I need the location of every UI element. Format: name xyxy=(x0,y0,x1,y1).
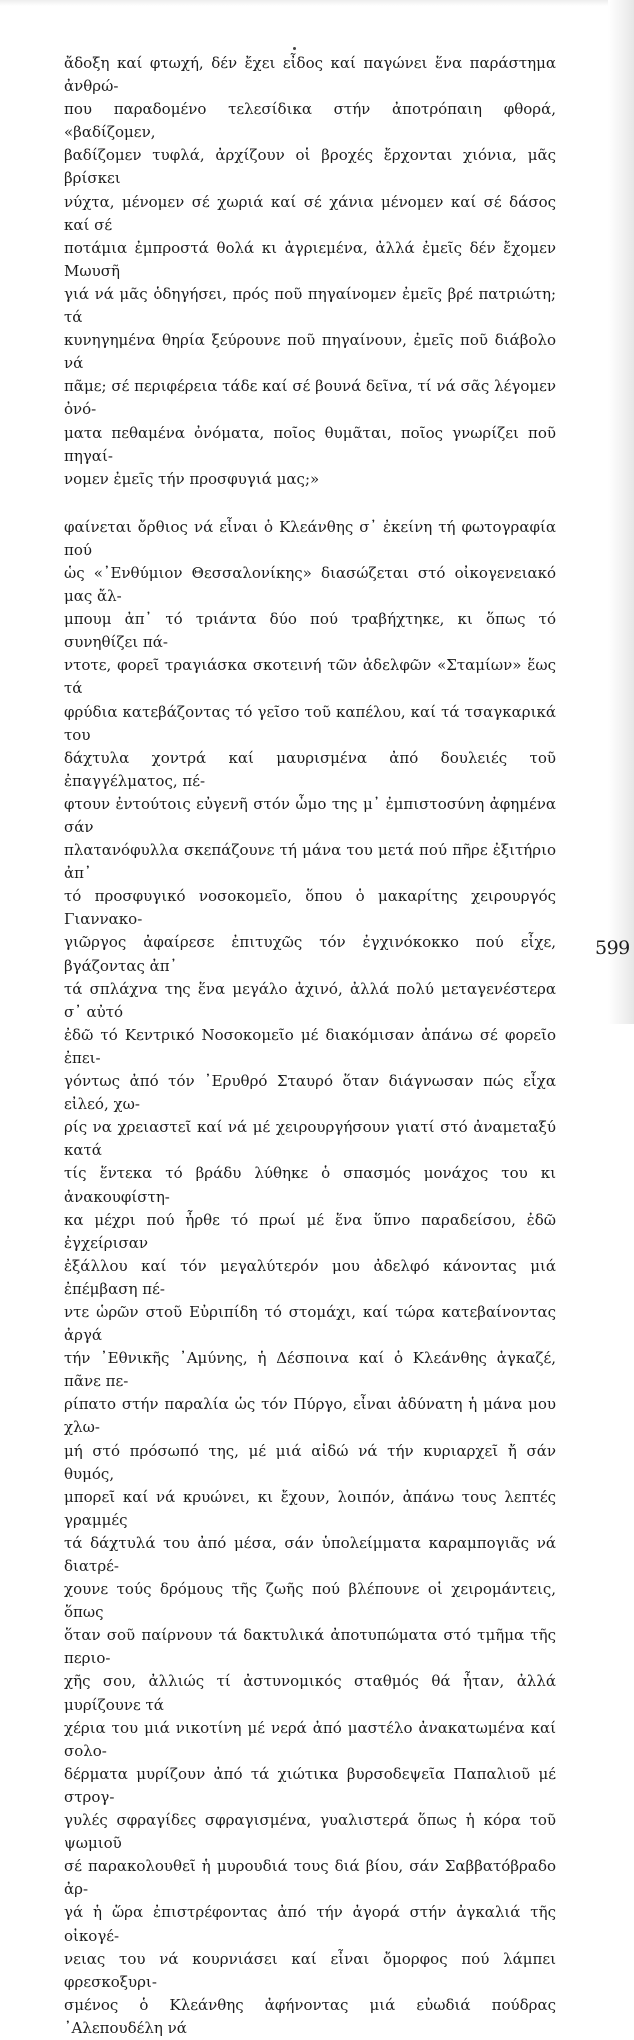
page-body xyxy=(64,52,556,2040)
page-number: 599 xyxy=(595,937,630,959)
scan-edge-top xyxy=(0,0,634,6)
paragraph-quote: ἄδοξη καί φτωχή, δέν ἔχει εἶδος καί παγώνει ἕνα παράστημα ἀνθρώ- που παραδομένο τελεσίδικα στήν ἀποτρόπαιη φθορά, «βαδίζομεν, βαδίζομεν τυφλά, ἀρχίζουν οἱ βροχές ἔρχονται χιόνια, μᾶς βρίσκει νύχτα, μένομεν σέ χωριά καί σέ χάνια μένομεν καί σέ δάσος καί σέ ποτάμια ἐμπροστά θολά κι ἀγριεμένα, ἀλλά ἐμεῖς δέν ἔχομεν Μωυσῆ γιά νά μᾶς ὁδηγήσει, πρός ποῦ πηγαίνομεν ἐμεῖς βρέ πατριώτη; τά κυνηγημένα θηρία ξεύρουνε ποῦ πηγαίνουν, ἐμεῖς ποῦ διάβολο νά πᾶμε; σέ περιφέρεια τάδε καί σέ βουνά δεῖνα, τί νά σᾶς λέγομεν ὀνό- ματα πεθαμένα ὀνόματα, ποῖος θυμᾶται, ποῖος γνωρίζει ποῦ πηγαί- νομεν ἐμεῖς τήν προσφυγιά μας;» xyxy=(64,54,556,488)
paragraph-main: φαίνεται ὄρθιος νά εἶναι ὁ Κλεάνθης σ᾿ ἐκείνη τή φωτογραφία πού ὡς «᾿Ενθύμιον Θεσσαλονίκης» διασώζεται στό οἰκογενειακό μας ἄλ- μπουμ ἀπ᾿ τό τριάντα δύο πού τραβήχτηκε, κι ὅπως τό συνηθίζει πά- ντοτε, φορεῖ τραγιάσκα σκοτεινή τῶν ἀδελφῶν «Σταμίων» ἕως τά φρύδια κατεβάζοντας τό γεῖσο τοῦ καπέλου, καί τά τσαγκαρικά του δάχτυλα χοντρά καί μαυρισμένα ἀπό δουλειές τοῦ ἐπαγγέλματος, πέ- φτουν ἐντούτοις εὐγενῆ στόν ὦμο της μ᾿ ἐμπιστοσύνη ἀφημένα σάν πλατανόφυλλα σκεπάζουνε τή μάνα του μετά πού πῆρε ἐξιτήριο ἀπ᾿ τό προσφυγικό νοσοκομεῖο, ὅπου ὁ μακαρίτης χειρουργός Γιαννακο- γιῶργος ἀφαίρεσε ἐπιτυχῶς τόν ἐγχινόκοκκο πού εἶχε, βγάζοντας ἀπ᾿ τά σπλάχνα της ἕνα μεγάλο ἀχινό, ἀλλά πολύ μεταγενέστερα σ᾿ αὐτό ἐδῶ τό Κεντρικό Νοσοκομεῖο μέ διακόμισαν ἀπάνω σέ φορεῖο ἐπει- γόντως ἀπό τόν ᾿Ερυθρό Σταυρό ὅταν διάγνωσαν πώς εἶχα εἰλεό, χω- ρίς να χρειαστεῖ καί νά μέ χειρουργήσουν γιατί στό ἀναμεταξύ κατά τίς ἕντεκα τό βράδυ λύθηκε ὁ σπασμός μονάχος του κι ἀνακουφίστη- κα μέχρι πού ἦρθε τό πρωί μέ ἕνα ὕπνο παραδείσου, ἐδῶ ἐγχείρισαν ἐξάλλου καί τόν μεγαλύτερόν μου ἀδελφό κάνοντας μιά ἐπέμβαση πέ- ντε ὡρῶν στοῦ Εὐριπίδη τό στομάχι, καί τώρα κατεβαίνοντας ἀργά τήν ᾿Εθνικῆς ᾿Αμύνης, ἡ Δέσποινα καί ὁ Κλεάνθης ἀγκαζέ, πᾶνε πε- ρίπατο στήν παραλία ὡς τόν Πύργο, εἶναι ἀδύνατη ἡ μάνα μου χλω- μή στό πρόσωπό της, μέ μιά αἰδώ νά τήν κυριαρχεῖ ἤ σάν θυμός, μπορεῖ καί νά κρυώνει, κι ἔχουν, λοιπόν, ἀπάνω τους λεπτές γραμμές τά δάχτυλά του ἀπό μέσα, σάν ὑπολείμματα καραμπογιᾶς νά διατρέ- χουνε τούς δρόμους τῆς ζωῆς πού βλέπουνε οἱ χειρομάντεις, ὅπως ὅταν σοῦ παίρνουν τά δακτυλικά ἀποτυπώματα στό τμῆμα τῆς περιο- χῆς σου, ἀλλιώς τί ἀστυνομικός σταθμός θά ἦταν, ἀλλά μυρίζουνε τά χέρια του μιά νικοτίνη μέ νερά ἀπό μαστέλο ἀνακατωμένα καί σολο- δέρματα μυρίζουν ἀπό τά χιώτικα βυρσοδεψεῖα Παπαλιοῦ μέ στρογ- γυλές σφραγίδες σφραγισμένα, γυαλιστερά ὅπως ἡ κόρα τοῦ ψωμιοῦ σέ παρακολουθεῖ ἡ μυρουδιά τους διά βίου, σάν Σαββατόβραδο ἀρ- γά ἡ ὥρα ἐπιστρέφοντας ἀπό τήν ἀγορά στήν ἀγκαλιά τῆς οἰκογέ- νειας του νά κουρνιάσει καί εἶναι ὄμορφος πού λάμπει φρεσκοξυρι- σμένος ὁ Κλεάνθης ἀφήνοντας μιά εὐωδιά πούδρας ᾿Αλεπουδέλη νά xyxy=(64,517,556,2037)
page-mark xyxy=(293,47,296,50)
scan-edge-right xyxy=(608,0,634,1024)
